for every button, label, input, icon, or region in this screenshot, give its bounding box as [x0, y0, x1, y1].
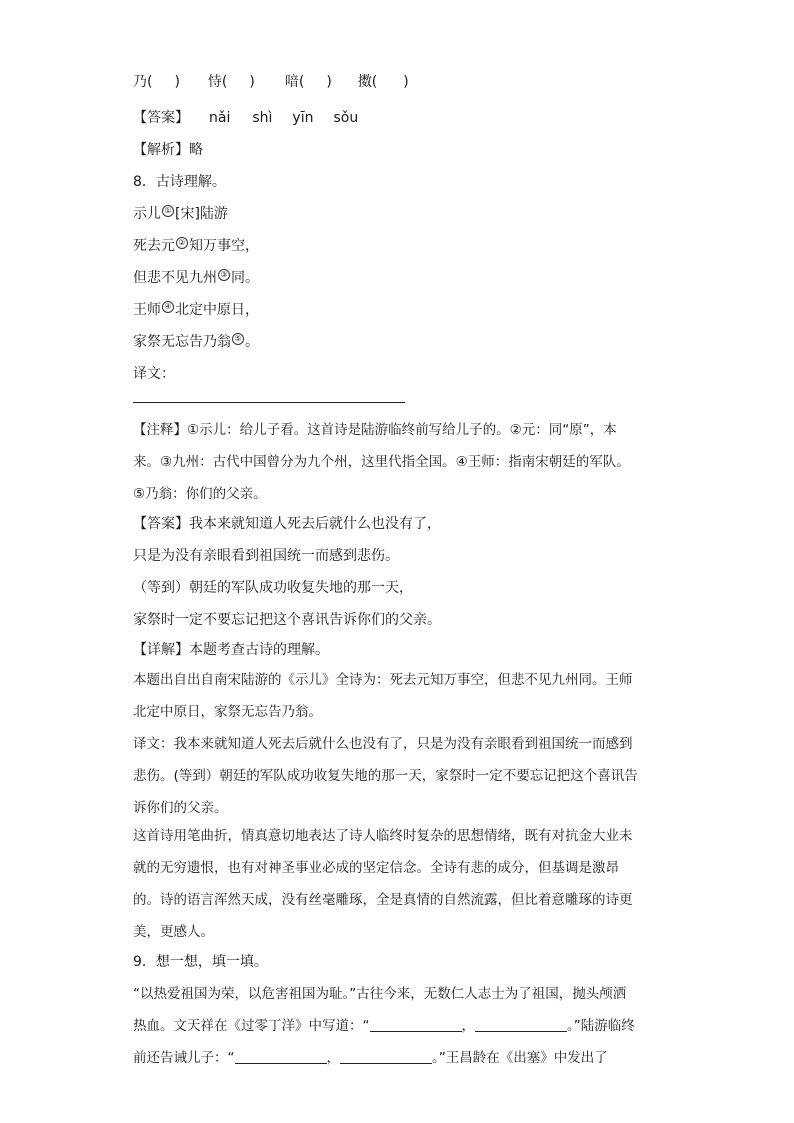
- notes-line: 【注释】①示儿：给儿子看。这首诗是陆游临终前写给儿子的。②元：同“原”，本: [133, 422, 617, 438]
- answer-label: 【答案】: [133, 110, 189, 126]
- q8-title: 8．古诗理解。: [133, 174, 226, 190]
- pinyin-answer: yīn: [292, 110, 314, 126]
- poem-line: [133, 332, 663, 352]
- notes-line: ⑤乃翁：你们的父亲。: [133, 486, 267, 502]
- q7-char: 恃(: [207, 74, 228, 90]
- detail-text: 诉你们的父亲。: [133, 800, 228, 816]
- pinyin-answer: nǎi: [209, 110, 231, 126]
- poem-line: [133, 236, 663, 256]
- q7-char-row: [133, 72, 663, 92]
- q9-segment: 。”陆游临终: [567, 1018, 635, 1034]
- detail-text: 美，更感人。: [133, 924, 214, 940]
- pinyin-answer: shì: [252, 110, 273, 126]
- translation-label: 译文：: [133, 366, 175, 382]
- detail-text: 的。诗的语言浑然天成，没有丝毫雕琢，全是真情的自然流露，但比着意雕琢的诗更: [133, 892, 633, 908]
- poem-line: [133, 300, 663, 320]
- q9-segment: 前还告诫儿子：“: [133, 1050, 235, 1066]
- detail-text: 【详解】本题考查古诗的理解。: [133, 642, 329, 658]
- note-marker: ⑤: [232, 333, 244, 345]
- note-marker: ③: [218, 269, 230, 281]
- fill-blank[interactable]: [475, 1017, 567, 1032]
- q7-paren: ): [326, 74, 332, 90]
- poem-text: 。: [245, 334, 259, 350]
- pinyin-answer: sǒu: [333, 110, 359, 126]
- poem-text: 知万事空，: [189, 238, 259, 254]
- q9-text: “以热爱祖国为荣，以危害祖国为耻。”古往今来，无数仁人志士为了祖国，抛头颅洒: [133, 986, 627, 1002]
- detail-text: 本题出自出自南宋陆游的《示儿》全诗为：死去元知万事空，但悲不见九州同。王师: [133, 672, 633, 688]
- q9-segment: ，: [326, 1050, 340, 1066]
- poem-text: 同。: [231, 270, 259, 286]
- detail-text: 这首诗用笔曲折，情真意切地表达了诗人临终时复杂的思想情绪，既有对抗金大业未: [133, 828, 633, 844]
- notes-line: 来。③九州：古代中国曾分为九个州，这里代指全国。④王师：指南宋朝廷的军队。: [133, 454, 630, 470]
- q7-paren: ): [403, 74, 409, 90]
- detail-text: 北定中原日，家祭无忘告乃翁。: [133, 704, 322, 720]
- note-marker: ①: [162, 205, 174, 217]
- poem-text: 死去元: [133, 238, 175, 254]
- q7-analysis: 【解析】略: [133, 142, 203, 158]
- poem-title: 示儿: [133, 206, 161, 222]
- answer-text: 家祭时一定不要忘记把这个喜讯告诉你们的父亲。: [133, 612, 441, 628]
- poem-text: 北定中原日，: [175, 302, 259, 318]
- q7-char: 擞(: [357, 74, 378, 90]
- q7-paren: ): [249, 74, 255, 90]
- poem-title-line: [133, 204, 663, 224]
- fill-blank[interactable]: [340, 1049, 432, 1064]
- detail-text: 译文：我本来就知道人死去后就什么也没有了，只是为没有亲眼看到祖国统一而感到: [133, 736, 633, 752]
- q9-text: [133, 1016, 663, 1036]
- q7-char: 喑(: [284, 74, 305, 90]
- poem-text: 家祭无忘告乃翁: [133, 334, 231, 350]
- fill-blank[interactable]: [370, 1017, 462, 1032]
- answer-text: 【答案】我本来就知道人死去后就什么也没有了，: [133, 516, 441, 532]
- poem-text: 王师: [133, 302, 161, 318]
- q9-segment: 热血。文天祥在《过零丁洋》中写道：“: [133, 1018, 370, 1034]
- fill-blank[interactable]: [235, 1049, 327, 1064]
- note-marker: ②: [176, 237, 188, 249]
- poem-text: 但悲不见九州: [133, 270, 217, 286]
- answer-line: [133, 402, 405, 403]
- poem-line: [133, 268, 663, 288]
- q9-text: [133, 1048, 663, 1068]
- detail-text: 悲伤。(等到）朝廷的军队成功收复失地的那一天，家祭时一定不要忘记把这个喜讯告: [133, 768, 638, 784]
- detail-text: 就的无穷遗恨，也有对神圣事业必成的坚定信念。全诗有悲的成分，但基调是激昂: [133, 860, 619, 876]
- q9-segment: 。”王昌龄在《出塞》中发出了: [432, 1050, 608, 1066]
- poem-author: [宋]陆游: [175, 206, 228, 222]
- note-marker: ④: [162, 301, 174, 313]
- q7-char: 乃(: [133, 74, 153, 90]
- q9-title: 9．想一想，填一填。: [133, 954, 268, 970]
- answer-text: 只是为没有亲眼看到祖国统一而感到悲伤。: [133, 548, 399, 564]
- q7-answer-row: [133, 108, 663, 128]
- answer-text: （等到）朝廷的军队成功收复失地的那一天，: [133, 580, 413, 596]
- q7-paren: ): [174, 74, 180, 90]
- q9-segment: ，: [461, 1018, 475, 1034]
